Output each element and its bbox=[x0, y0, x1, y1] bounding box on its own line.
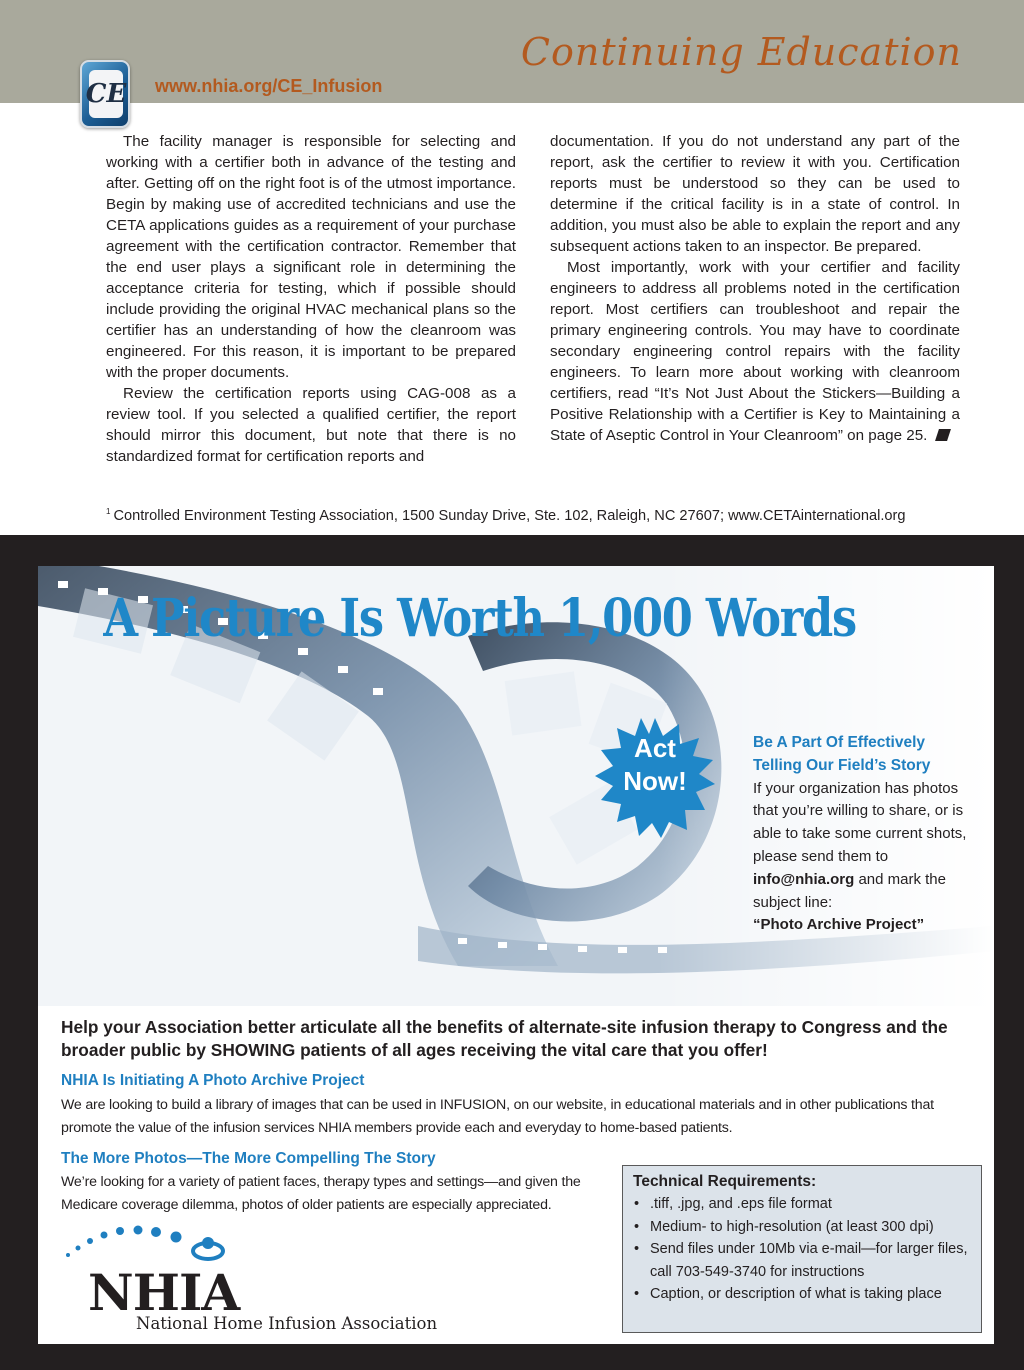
more-photos-subhead: The More Photos—The More Compelling The Story bbox=[61, 1150, 436, 1167]
footnote-marker: 1 bbox=[106, 507, 111, 516]
footnote-text: Controlled Environment Testing Association, 1500 Sunday Drive, Ste. 102, Raleigh, NC 27607; www.CETAinternational.org bbox=[113, 508, 906, 524]
contact-email-link[interactable]: info@nhia.org bbox=[753, 870, 855, 888]
tech-item: • Medium- to high-resolution (at least 300 dpi) bbox=[633, 1216, 971, 1239]
photo-archive-subhead: NHIA Is Initiating A Photo Archive Project bbox=[61, 1072, 365, 1089]
side-title-line: Telling Our Field’s Story bbox=[753, 756, 931, 774]
article-paragraph-text: Most importantly, work with your certifier and facility engineers to address all problems noted in the certification report. Most certifiers can troubleshoot and repair the primary engineering controls. You may have to coordinate secondary engineering control repairs with the facility engineers. To learn more about working with cleanroom certifiers, read “It’s Not Just About the Stickers—Building a Positive Relationship with a Certifier is Key to Maintaining a State of Aseptic Control in Your Cleanroom” on page 25. bbox=[550, 259, 960, 444]
act-now-badge bbox=[595, 732, 715, 798]
article-paragraph: The facility manager is responsible for selecting and working with a certifier both in advance of the testing and after. Getting off on the right foot is of the utmost importance. Begin by making use of accredited technicians and use the CETA applications guides as a requirement of your purchase agreement with the certification contractor. Remember that the end user plays a significant role in determining the acceptance criteria for testing, which if possible should include providing the original HVAC mechanical plans so the certifier has an understanding of how the cleanroom was engineered. For this reason, it is important to be prepared with the proper documents. bbox=[106, 133, 516, 381]
side-callout bbox=[753, 732, 983, 937]
technical-requirements-box bbox=[622, 1165, 982, 1333]
lead-text: patients of all ages receiving the vital care that you offer! bbox=[295, 1039, 768, 1060]
nhia-wordmark: NHIA bbox=[88, 1263, 240, 1322]
footnote bbox=[106, 507, 966, 524]
lead-text: Help your Association better articulate all the benefits of alternate-site infusion therapy to Congress and the broader public by bbox=[61, 1017, 948, 1060]
ce-badge-icon bbox=[80, 60, 130, 128]
ce-badge-text: CE bbox=[85, 79, 127, 109]
nhia-tagline: National Home Infusion Association bbox=[136, 1314, 438, 1333]
more-photos-body: We’re looking for a variety of patient faces, therapy types and settings—and given the Medicare coverage dilemma, photos of older patients are especially appreciated. bbox=[61, 1174, 581, 1213]
tech-item: • Send files under 10Mb via e-mail—for larger files, call 703-549-3740 for instructions bbox=[633, 1238, 971, 1283]
tech-item: • .tiff, .jpg, and .eps file format bbox=[633, 1193, 971, 1216]
tech-item: • Caption, or description of what is taking place bbox=[633, 1283, 971, 1306]
nhia-logo bbox=[58, 1221, 458, 1336]
article-paragraph bbox=[550, 257, 960, 446]
article-left-column bbox=[106, 131, 516, 467]
section-title: Continuing Education bbox=[520, 30, 962, 74]
tech-title: Technical Requirements: bbox=[633, 1173, 817, 1190]
article-right-column bbox=[550, 131, 960, 446]
side-body bbox=[753, 778, 983, 915]
side-body-text: If your organization has photos that you’re willing to share, or is able to take some current shots, please send them to bbox=[753, 779, 967, 865]
ad-lead-text bbox=[61, 1016, 991, 1061]
end-of-article-icon bbox=[935, 429, 951, 441]
badge-line: Act bbox=[634, 733, 676, 763]
photo-archive-ad bbox=[38, 566, 994, 1344]
article-paragraph: documentation. If you do not understand any part of the report, ask the certifier to review it with you. Certification reports must be understood so they can be used to determine if the critical facility is in a state of control. In addition, you must also be able to explain the report and any subsequent actions taken to an inspector. Be prepared. bbox=[550, 133, 960, 255]
photo-archive-body: We are looking to build a library of images that can be used in INFUSION, on our website, in educational materials and in other publications that promote the value of the infusion services NHIA members provide each and everyday to home-based patients. bbox=[61, 1097, 934, 1136]
article-paragraph: Review the certification reports using CAG-008 as a review tool. If you selected a qualified certifier, the report should mirror this document, but note that there is no standardized format for certification reports and bbox=[106, 385, 516, 465]
tech-list bbox=[633, 1193, 971, 1306]
ad-headline: A Picture Is Worth 1,000 Words bbox=[103, 588, 856, 649]
site-url-link[interactable]: www.nhia.org/CE_Infusion bbox=[155, 76, 383, 96]
side-body-text: and mark the subject line: bbox=[753, 870, 946, 911]
subject-line: “Photo Archive Project” bbox=[753, 916, 925, 934]
ce-badge-inner bbox=[85, 70, 127, 118]
side-title-line: Be A Part Of Effectively bbox=[753, 734, 925, 751]
lead-emphasis: SHOWING bbox=[210, 1039, 296, 1060]
badge-line: Now! bbox=[623, 766, 687, 796]
